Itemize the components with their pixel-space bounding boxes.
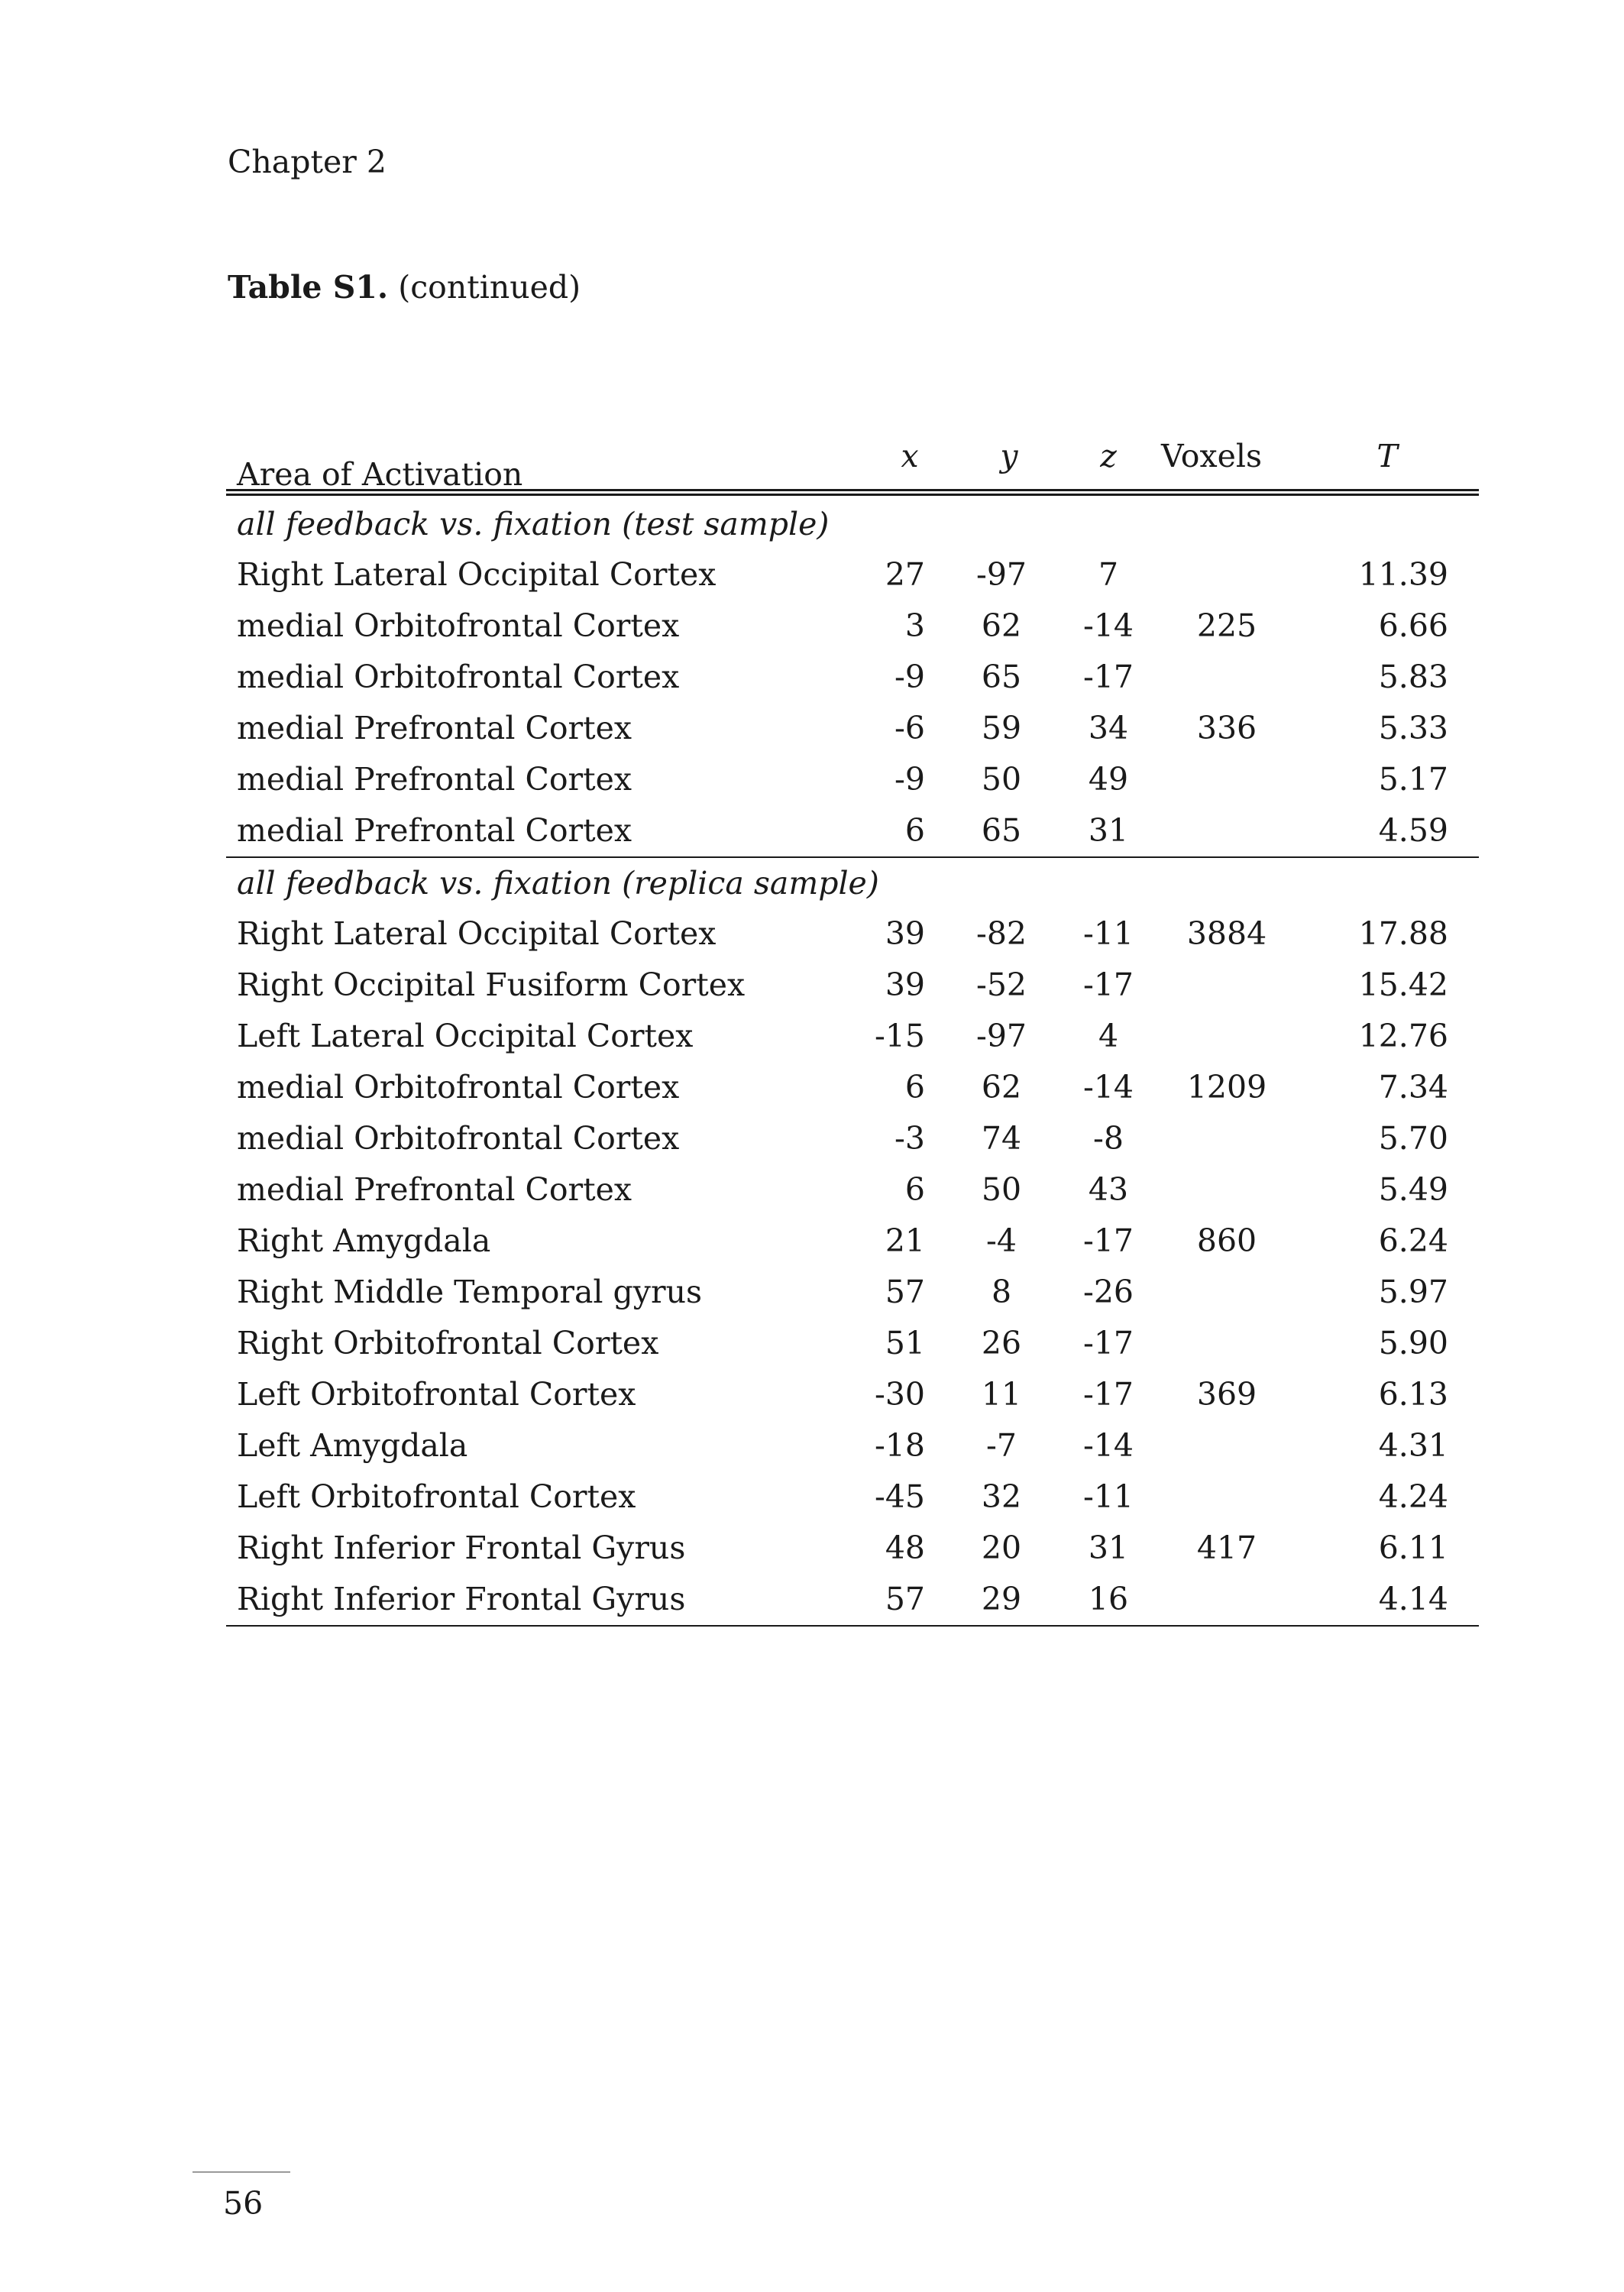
table-label: Table S1. [228,269,389,306]
cell-z: -17 [1082,966,1134,1003]
cell-area: medial Orbitofrontal Cortex [237,659,680,695]
page-number: 56 [223,2185,264,2222]
table-row [226,1318,1479,1369]
cell-x: -9 [894,761,925,798]
cell-y: -4 [986,1222,1017,1259]
cell-t: 5.33 [1378,710,1448,746]
cell-area: Right Occipital Fusiform Cortex [237,966,746,1003]
cell-z: -14 [1082,607,1134,644]
cell-t: 17.88 [1358,915,1448,952]
cell-z: -11 [1082,1478,1134,1515]
table-row [226,1574,1479,1625]
cell-area: Left Orbitofrontal Cortex [237,1478,636,1515]
cell-y: 74 [981,1120,1022,1157]
table-row [226,1471,1479,1523]
cell-t: 7.34 [1378,1069,1448,1106]
table-row [226,652,1479,703]
table-body [226,499,1479,1627]
table-row [226,1267,1479,1318]
cell-voxels: 3884 [1186,915,1267,952]
cell-t: 5.97 [1378,1274,1448,1310]
cell-t: 6.66 [1378,607,1448,644]
cell-area: medial Orbitofrontal Cortex [237,1069,680,1106]
cell-y: -52 [975,966,1027,1003]
cell-area: Right Middle Temporal gyrus [237,1274,703,1310]
cell-x: 3 [904,607,925,644]
cell-x: -6 [894,710,925,746]
cell-z: 4 [1098,1018,1119,1054]
cell-t: 4.31 [1378,1427,1448,1464]
cell-z: -26 [1082,1274,1134,1310]
cell-area: medial Prefrontal Cortex [237,710,632,746]
header-z: z [1100,438,1117,474]
cell-t: 6.13 [1378,1376,1448,1413]
header-y: y [1000,438,1018,474]
cell-y: -82 [975,915,1027,952]
cell-t: 12.76 [1358,1018,1448,1054]
cell-y: -97 [975,1018,1027,1054]
cell-x: 57 [885,1581,925,1617]
cell-area: medial Prefrontal Cortex [237,812,632,849]
cell-z: -11 [1082,915,1134,952]
cell-x: 27 [885,556,925,593]
table-row [226,805,1479,856]
table-row [226,703,1479,754]
cell-t: 11.39 [1358,556,1448,593]
cell-area: Right Orbitofrontal Cortex [237,1325,659,1361]
cell-z: -17 [1082,659,1134,695]
cell-z: -14 [1082,1069,1134,1106]
cell-area: Left Lateral Occipital Cortex [237,1018,694,1054]
table-row [226,549,1479,601]
table-header-row [226,428,1479,491]
cell-z: -8 [1093,1120,1124,1157]
table-row [226,1369,1479,1420]
table-row [226,1062,1479,1113]
cell-y: 20 [981,1530,1022,1566]
cell-x: -3 [894,1120,925,1157]
cell-x: -45 [874,1478,925,1515]
cell-x: 48 [885,1530,925,1566]
table-row [226,1011,1479,1062]
cell-t: 5.83 [1378,659,1448,695]
cell-voxels: 417 [1196,1530,1257,1566]
cell-x: 51 [885,1325,925,1361]
cell-x: 39 [885,966,925,1003]
cell-x: 6 [904,812,925,849]
cell-z: 31 [1088,812,1129,849]
cell-area: medial Orbitofrontal Cortex [237,607,680,644]
cell-y: 62 [981,1069,1022,1106]
cell-y: 65 [981,812,1022,849]
header-area: Area of Activation [237,456,523,493]
table-row [226,1164,1479,1216]
table-row [226,1113,1479,1164]
cell-voxels: 369 [1196,1376,1257,1413]
cell-area: medial Orbitofrontal Cortex [237,1120,680,1157]
cell-y: 65 [981,659,1022,695]
cell-y: 26 [981,1325,1022,1361]
table-row [226,754,1479,805]
cell-voxels: 336 [1196,710,1257,746]
cell-t: 6.11 [1378,1530,1448,1566]
cell-t: 15.42 [1358,966,1448,1003]
cell-z: -17 [1082,1376,1134,1413]
cell-x: -15 [874,1018,925,1054]
header-x: x [901,438,919,474]
cell-area: Right Inferior Frontal Gyrus [237,1530,686,1566]
cell-x: -30 [874,1376,925,1413]
table-section [226,858,1479,1627]
cell-t: 5.90 [1378,1325,1448,1361]
cell-area: Right Amygdala [237,1222,491,1259]
cell-y: 59 [981,710,1022,746]
cell-x: 39 [885,915,925,952]
cell-z: 31 [1088,1530,1129,1566]
cell-z: -14 [1082,1427,1134,1464]
cell-x: 21 [885,1222,925,1259]
activation-table [226,428,1479,1627]
cell-x: 6 [904,1171,925,1208]
cell-area: Right Lateral Occipital Cortex [237,915,717,952]
cell-area: medial Prefrontal Cortex [237,761,632,798]
cell-z: -17 [1082,1325,1134,1361]
cell-x: 6 [904,1069,925,1106]
cell-area: medial Prefrontal Cortex [237,1171,632,1208]
cell-t: 4.14 [1378,1581,1448,1617]
cell-x: -18 [874,1427,925,1464]
header-voxels: Voxels [1160,438,1263,474]
cell-y: -7 [986,1427,1017,1464]
cell-area: Right Inferior Frontal Gyrus [237,1581,686,1617]
table-caption [228,264,581,310]
cell-voxels: 225 [1196,607,1257,644]
cell-z: 7 [1098,556,1119,593]
cell-t: 5.70 [1378,1120,1448,1157]
table-row [226,908,1479,960]
page-number-rule [192,2171,290,2173]
cell-z: 16 [1088,1581,1129,1617]
cell-y: 11 [981,1376,1022,1413]
table-row [226,960,1479,1011]
cell-t: 6.24 [1378,1222,1448,1259]
cell-t: 5.49 [1378,1171,1448,1208]
cell-y: 50 [981,761,1022,798]
table-row [226,1216,1479,1267]
cell-y: 32 [981,1478,1022,1515]
cell-t: 4.24 [1378,1478,1448,1515]
cell-y: 50 [981,1171,1022,1208]
cell-t: 5.17 [1378,761,1448,798]
cell-t: 4.59 [1378,812,1448,849]
cell-voxels: 1209 [1186,1069,1267,1106]
table-row [226,601,1479,652]
cell-z: -17 [1082,1222,1134,1259]
cell-z: 49 [1088,761,1129,798]
cell-z: 43 [1088,1171,1129,1208]
cell-y: 29 [981,1581,1022,1617]
cell-x: 57 [885,1274,925,1310]
cell-y: 62 [981,607,1022,644]
cell-area: Left Orbitofrontal Cortex [237,1376,636,1413]
header-t: T [1377,438,1398,474]
cell-area: Left Amygdala [237,1427,468,1464]
table-caption-text: (continued) [388,269,581,306]
table-row [226,1420,1479,1471]
cell-y: -97 [975,556,1027,593]
cell-area: Right Lateral Occipital Cortex [237,556,717,593]
cell-voxels: 860 [1196,1222,1257,1259]
cell-y: 8 [991,1274,1012,1310]
section-title: all feedback vs. fixation (test sample) [237,506,830,542]
table-section [226,499,1479,858]
table-row [226,1523,1479,1574]
cell-x: -9 [894,659,925,695]
section-title: all feedback vs. fixation (replica sample) [237,865,879,902]
running-head: Chapter 2 [228,144,387,180]
cell-z: 34 [1088,710,1129,746]
